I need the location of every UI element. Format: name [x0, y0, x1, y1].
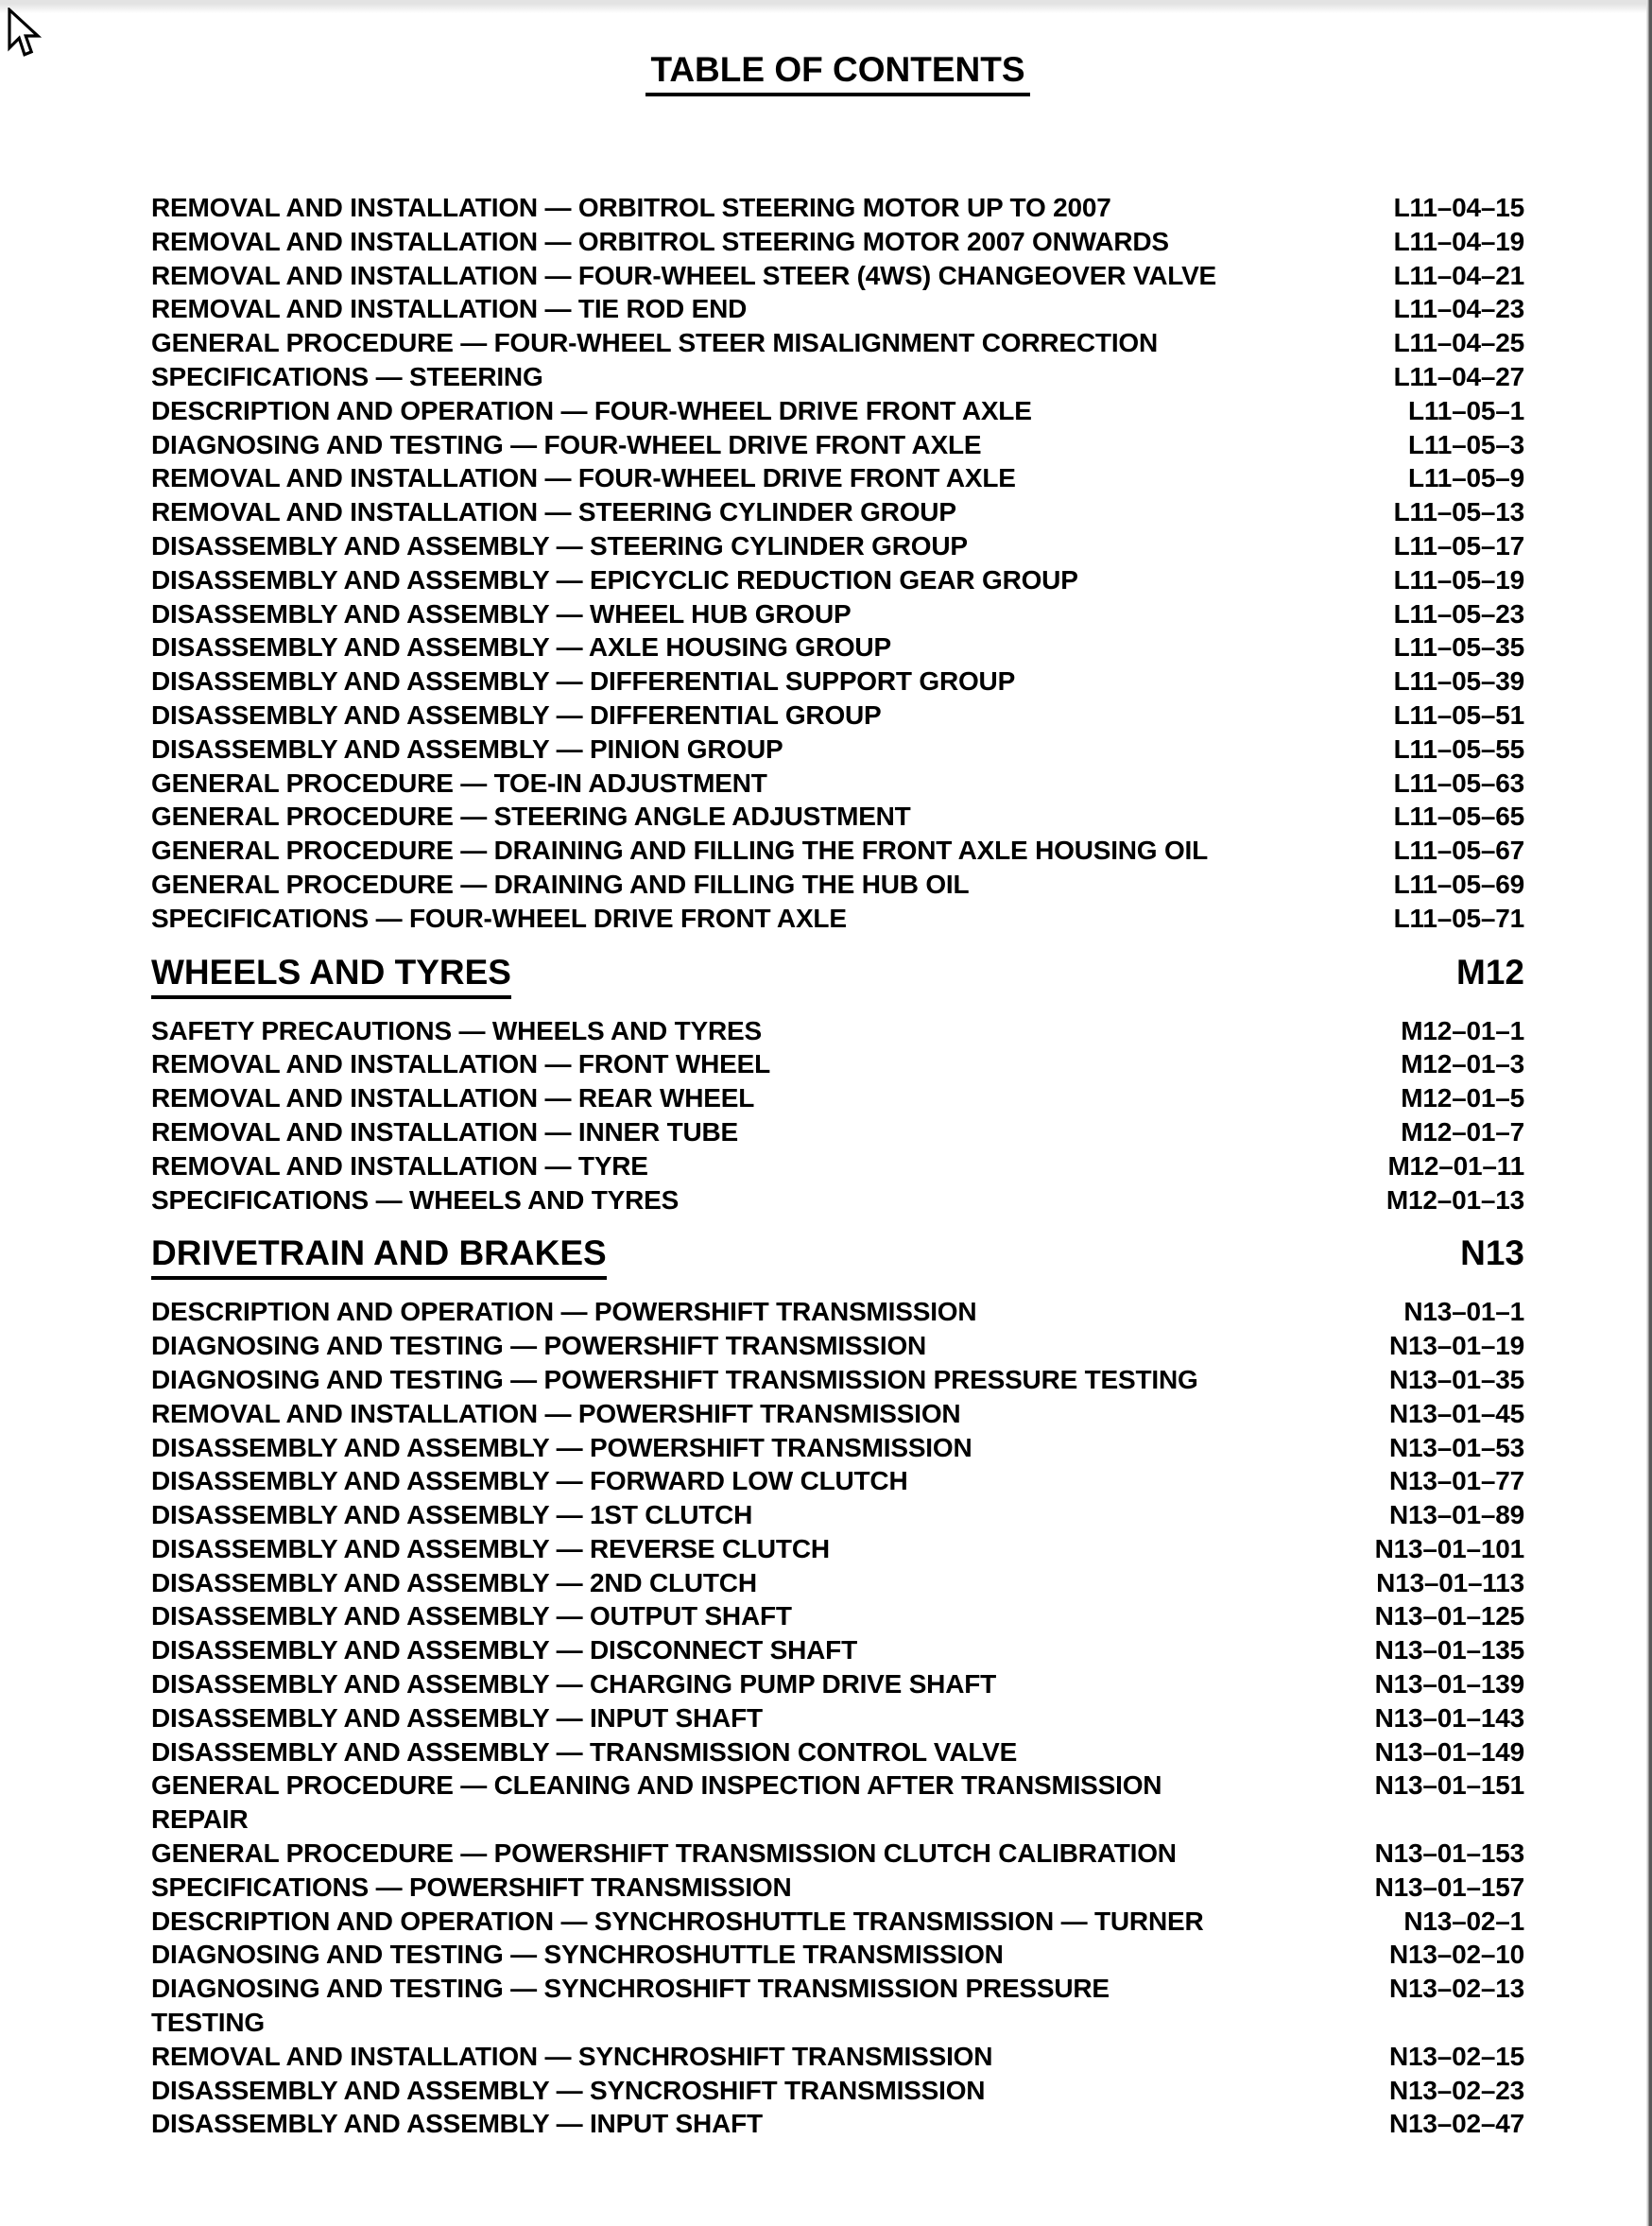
toc-entry — [151, 1295, 1524, 1329]
entry-page-number: N13–01–125 — [1374, 1601, 1524, 1631]
toc-entry — [151, 1972, 1524, 2006]
entry-title: SPECIFICATIONS — FOUR-WHEEL DRIVE FRONT AXLE — [151, 903, 847, 933]
entry-page-number: N13–01–143 — [1374, 1702, 1524, 1733]
entry-title: REMOVAL AND INSTALLATION — REAR WHEEL — [151, 1083, 755, 1113]
entry-title: GENERAL PROCEDURE — DRAINING AND FILLING THE FRONT AXLE HOUSING OIL — [151, 836, 1209, 866]
entry-page-number: L11–05–35 — [1393, 632, 1524, 663]
entry-page-number: L11–04–19 — [1393, 226, 1524, 256]
entry-page-number: L11–05–9 — [1408, 463, 1524, 493]
toc-entry — [151, 2107, 1524, 2141]
entry-page-number: N13–01–53 — [1389, 1432, 1524, 1462]
entry-title: REMOVAL AND INSTALLATION — STEERING CYLINDER GROUP — [151, 497, 956, 527]
entry-page-number: L11–05–67 — [1393, 836, 1524, 866]
entry-page-number: L11–05–63 — [1393, 768, 1524, 798]
entry-page-number: N13–02–23 — [1389, 2075, 1524, 2105]
entry-title: DISASSEMBLY AND ASSEMBLY — INPUT SHAFT — [151, 1702, 763, 1733]
toc-entry — [151, 326, 1524, 360]
entry-title: DIAGNOSING AND TESTING — FOUR-WHEEL DRIVE FRONT AXLE — [151, 429, 982, 459]
entry-page-number: L11–05–55 — [1393, 733, 1524, 764]
entry-title: REMOVAL AND INSTALLATION — TIE ROD END — [151, 294, 748, 324]
entry-title: GENERAL PROCEDURE — FOUR-WHEEL STEER MISALIGNMENT CORRECTION — [151, 328, 1159, 358]
entry-title: REMOVAL AND INSTALLATION — ORBITROL STEERING MOTOR 2007 ONWARDS — [151, 226, 1169, 256]
toc-entry — [151, 800, 1524, 834]
document-page — [151, 0, 1524, 2141]
section-header — [151, 953, 1524, 999]
entry-title: DISASSEMBLY AND ASSEMBLY — CHARGING PUMP DRIVE SHAFT — [151, 1669, 997, 1700]
toc-entry — [151, 2040, 1524, 2074]
entry-title: SPECIFICATIONS — STEERING — [151, 361, 543, 391]
entry-page-number: N13–01–35 — [1389, 1364, 1524, 1394]
toc-entry — [151, 1905, 1524, 1939]
entry-page-number: N13–02–15 — [1389, 2041, 1524, 2071]
entry-title: REMOVAL AND INSTALLATION — TYRE — [151, 1150, 648, 1181]
toc-entry — [151, 225, 1524, 259]
entry-title: DISASSEMBLY AND ASSEMBLY — INPUT SHAFT — [151, 2109, 763, 2139]
entry-title: DISASSEMBLY AND ASSEMBLY — WHEEL HUB GROUP — [151, 598, 852, 629]
page-title: TABLE OF CONTENTS — [151, 49, 1524, 96]
entry-page-number: N13–01–149 — [1374, 1736, 1524, 1767]
entry-page-number: L11–05–71 — [1393, 903, 1524, 933]
entry-title: GENERAL PROCEDURE — TOE-IN ADJUSTMENT — [151, 768, 767, 798]
section-header — [151, 1234, 1524, 1280]
toc-entry — [151, 2074, 1524, 2108]
entry-page-number: M12–01–13 — [1385, 1184, 1524, 1215]
entry-page-number: N13–01–135 — [1374, 1635, 1524, 1665]
toc-entry — [151, 1397, 1524, 1431]
entry-title: SAFETY PRECAUTIONS — WHEELS AND TYRES — [151, 1015, 762, 1045]
entry-title: DISASSEMBLY AND ASSEMBLY — TRANSMISSION CONTROL VALVE — [151, 1736, 1018, 1767]
entry-title: DIAGNOSING AND TESTING — POWERSHIFT TRANSMISSION PRESSURE TESTING — [151, 1364, 1198, 1394]
toc-entry — [151, 259, 1524, 293]
entry-title: DISASSEMBLY AND ASSEMBLY — PINION GROUP — [151, 733, 783, 764]
toc-entry — [151, 292, 1524, 326]
entry-title: DESCRIPTION AND OPERATION — POWERSHIFT TRANSMISSION — [151, 1297, 977, 1327]
entry-page-number: L11–05–69 — [1393, 869, 1524, 899]
entry-title: DIAGNOSING AND TESTING — SYNCHROSHUTTLE TRANSMISSION — [151, 1940, 1004, 1970]
entry-page-number: L11–05–3 — [1408, 429, 1524, 459]
entry-page-number: N13–01–19 — [1389, 1331, 1524, 1361]
toc-entry — [151, 1498, 1524, 1532]
entry-title: DISASSEMBLY AND ASSEMBLY — DISCONNECT SHAFT — [151, 1635, 857, 1665]
entry-page-number: M12–01–7 — [1401, 1116, 1524, 1147]
entry-title: DISASSEMBLY AND ASSEMBLY — DIFFERENTIAL SUPPORT GROUP — [151, 666, 1016, 697]
entry-page-number: N13–02–1 — [1403, 1906, 1524, 1936]
entry-title: GENERAL PROCEDURE — POWERSHIFT TRANSMISSION CLUTCH CALIBRATION — [151, 1838, 1177, 1869]
entry-page-number: N13–01–157 — [1374, 1872, 1524, 1902]
entry-title: DISASSEMBLY AND ASSEMBLY — STEERING CYLINDER GROUP — [151, 530, 968, 561]
entry-title: DIAGNOSING AND TESTING — POWERSHIFT TRANSMISSION — [151, 1331, 927, 1361]
entry-page-number: N13–02–10 — [1389, 1940, 1524, 1970]
entry-title: GENERAL PROCEDURE — DRAINING AND FILLING THE HUB OIL — [151, 869, 970, 899]
section-title: WHEELS AND TYRES — [151, 953, 511, 999]
toc-entry — [151, 1633, 1524, 1667]
section-title: DRIVETRAIN AND BRAKES — [151, 1234, 607, 1280]
entry-title: DISASSEMBLY AND ASSEMBLY — 1ST CLUTCH — [151, 1500, 753, 1530]
toc-entry — [151, 495, 1524, 529]
section-code: M12 — [1456, 952, 1524, 992]
toc-entry — [151, 868, 1524, 902]
toc-entry — [151, 1431, 1524, 1465]
entry-page-number: L11–05–39 — [1393, 666, 1524, 697]
entry-page-number: M12–01–1 — [1401, 1015, 1524, 1045]
entry-title: REMOVAL AND INSTALLATION — POWERSHIFT TRANSMISSION — [151, 1398, 961, 1428]
entry-page-number: N13–01–153 — [1374, 1838, 1524, 1869]
entry-page-number: M12–01–5 — [1401, 1083, 1524, 1113]
toc-entry — [151, 1047, 1524, 1081]
toc-entry — [151, 1014, 1524, 1048]
entry-title: DISASSEMBLY AND ASSEMBLY — EPICYCLIC REDUCTION GEAR GROUP — [151, 564, 1078, 595]
entry-page-number: N13–01–1 — [1403, 1297, 1524, 1327]
toc-entry — [151, 1081, 1524, 1115]
entry-page-number: N13–01–113 — [1376, 1567, 1524, 1597]
entry-page-number: L11–04–27 — [1393, 361, 1524, 391]
toc-entry — [151, 1464, 1524, 1498]
entry-title: REMOVAL AND INSTALLATION — FRONT WHEEL — [151, 1049, 771, 1079]
entry-title: DISASSEMBLY AND ASSEMBLY — AXLE HOUSING GROUP — [151, 632, 891, 663]
entry-page-number: N13–02–47 — [1389, 2109, 1524, 2139]
entry-title: REMOVAL AND INSTALLATION — INNER TUBE — [151, 1116, 739, 1147]
toc-entry — [151, 191, 1524, 225]
entry-title: GENERAL PROCEDURE — CLEANING AND INSPECTION AFTER TRANSMISSION — [151, 1770, 1162, 1801]
entry-page-number: N13–01–101 — [1374, 1533, 1524, 1563]
entry-title: DISASSEMBLY AND ASSEMBLY — FORWARD LOW CLUTCH — [151, 1466, 908, 1496]
toc-entry — [151, 664, 1524, 699]
toc-entry — [151, 1701, 1524, 1735]
entry-page-number: L11–04–21 — [1393, 260, 1524, 290]
entry-page-number: L11–05–23 — [1393, 598, 1524, 629]
entry-title: REMOVAL AND INSTALLATION — ORBITROL STEERING MOTOR UP TO 2007 — [151, 193, 1111, 222]
entry-title: REMOVAL AND INSTALLATION — SYNCHROSHIFT TRANSMISSION — [151, 2041, 993, 2071]
entry-title: DISASSEMBLY AND ASSEMBLY — OUTPUT SHAFT — [151, 1601, 792, 1631]
toc-entry — [151, 461, 1524, 495]
entry-title-continuation: TESTING — [151, 2008, 265, 2038]
toc-entry — [151, 1566, 1524, 1600]
toc-entry — [151, 360, 1524, 394]
toc-entry — [151, 767, 1524, 801]
page-right-border — [1646, 0, 1652, 2226]
toc-entry — [151, 902, 1524, 936]
entry-page-number: L11–05–13 — [1393, 497, 1524, 527]
toc-entry — [151, 699, 1524, 733]
toc-entry — [151, 597, 1524, 631]
entry-page-number: L11–04–23 — [1393, 294, 1524, 324]
toc-entry — [151, 1871, 1524, 1905]
entry-page-number: N13–01–151 — [1374, 1770, 1524, 1801]
entry-title: DESCRIPTION AND OPERATION — SYNCHROSHUTTLE TRANSMISSION — TURNER — [151, 1906, 1204, 1936]
entry-page-number: L11–04–15 — [1393, 193, 1524, 222]
toc-entry — [151, 428, 1524, 462]
section-code: N13 — [1460, 1234, 1524, 1273]
entry-page-number: N13–01–139 — [1374, 1669, 1524, 1700]
toc-entry — [151, 834, 1524, 868]
entry-title: SPECIFICATIONS — POWERSHIFT TRANSMISSION — [151, 1872, 792, 1902]
toc-entry — [151, 529, 1524, 563]
toc-entry — [151, 1769, 1524, 1803]
toc-entry — [151, 1183, 1524, 1217]
toc-entry — [151, 394, 1524, 428]
entry-page-number: M12–01–3 — [1401, 1049, 1524, 1079]
mouse-pointer-icon — [6, 8, 42, 69]
entry-title-continuation: REPAIR — [151, 1804, 249, 1835]
entry-title: DESCRIPTION AND OPERATION — FOUR-WHEEL DRIVE FRONT AXLE — [151, 395, 1032, 425]
entry-title: REMOVAL AND INSTALLATION — FOUR-WHEEL DRIVE FRONT AXLE — [151, 463, 1016, 493]
toc-entry — [151, 1667, 1524, 1701]
toc-entry — [151, 1837, 1524, 1871]
entry-page-number: N13–02–13 — [1389, 1974, 1524, 2004]
entry-page-number: L11–04–25 — [1393, 328, 1524, 358]
toc-entry — [151, 733, 1524, 767]
toc-entry — [151, 1532, 1524, 1566]
entry-title: DISASSEMBLY AND ASSEMBLY — 2ND CLUTCH — [151, 1567, 757, 1597]
entry-page-number: N13–01–89 — [1389, 1500, 1524, 1530]
toc-entry — [151, 1938, 1524, 1972]
toc-entry — [151, 1329, 1524, 1363]
entry-page-number: N13–01–77 — [1389, 1466, 1524, 1496]
toc-entry — [151, 563, 1524, 597]
toc-entry — [151, 1363, 1524, 1397]
entry-title: REMOVAL AND INSTALLATION — FOUR-WHEEL STEER (4WS) CHANGEOVER VALVE — [151, 260, 1217, 290]
toc-entry — [151, 1115, 1524, 1149]
entry-page-number: L11–05–65 — [1393, 802, 1524, 832]
toc-entry — [151, 1149, 1524, 1183]
toc-entry — [151, 630, 1524, 664]
toc-entry — [151, 1599, 1524, 1633]
entry-title: DISASSEMBLY AND ASSEMBLY — POWERSHIFT TRANSMISSION — [151, 1432, 972, 1462]
entry-title: DISASSEMBLY AND ASSEMBLY — DIFFERENTIAL GROUP — [151, 699, 882, 730]
entry-title: GENERAL PROCEDURE — STEERING ANGLE ADJUSTMENT — [151, 802, 911, 832]
entry-title: DIAGNOSING AND TESTING — SYNCHROSHIFT TRANSMISSION PRESSURE — [151, 1974, 1110, 2004]
entry-title: SPECIFICATIONS — WHEELS AND TYRES — [151, 1184, 680, 1215]
entry-page-number: M12–01–11 — [1387, 1150, 1524, 1181]
toc-entry — [151, 1735, 1524, 1769]
entry-page-number: N13–01–45 — [1389, 1398, 1524, 1428]
toc-list — [151, 191, 1524, 2141]
entry-page-number: L11–05–1 — [1408, 395, 1524, 425]
entry-page-number: L11–05–19 — [1393, 564, 1524, 595]
entry-title: DISASSEMBLY AND ASSEMBLY — REVERSE CLUTCH — [151, 1533, 830, 1563]
entry-page-number: L11–05–51 — [1393, 699, 1524, 730]
entry-title: DISASSEMBLY AND ASSEMBLY — SYNCROSHIFT TRANSMISSION — [151, 2075, 986, 2105]
entry-page-number: L11–05–17 — [1393, 530, 1524, 561]
